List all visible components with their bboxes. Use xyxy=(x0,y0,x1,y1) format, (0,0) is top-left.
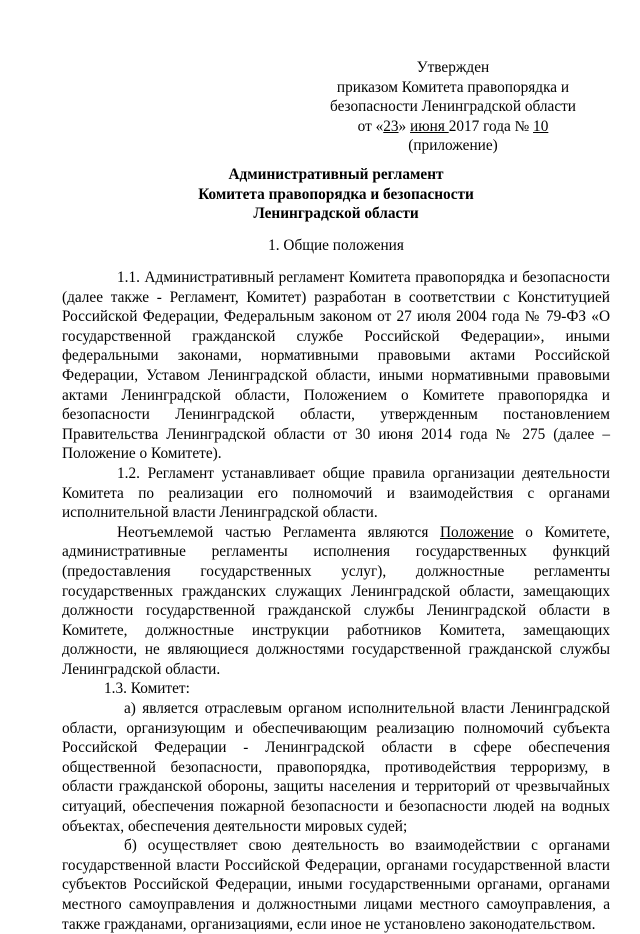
paragraph-1-2: 1.2. Регламент устанавливает общие правила организации деятельности Комитета по реализации его полномочий и взаимодействия с органами исполнительной власти Ленинградской области. xyxy=(62,464,610,522)
paragraph-1-3: 1.3. Комитет: xyxy=(104,680,190,698)
approval-line-3: безопасности Ленинградской области xyxy=(330,98,576,116)
paragraph-integral-part xyxy=(62,523,610,680)
paragraph-b: б) осуществляет свою деятельность во взаимодействии с органами государственной власти Российской Федерации, органами государственной власти субъектов Российской Федерации, иными государственными органами, органами местного самоуправления и должностными лицами местного самоуправления, а также гражданами, организациями, если иное не установлено законодательством. xyxy=(62,837,610,933)
section-heading: 1. Общие положения xyxy=(268,237,404,254)
p3-before: Неотъемлемой частью Регламента являются xyxy=(117,523,440,541)
document-title xyxy=(62,165,610,224)
title-line-3: Ленинградской области xyxy=(253,205,419,223)
p3-after: о Комитете, административные регламенты исполнения государственных функций (предоставления государственных услуг), должностные регламенты государственных гражданских служащих Ленинградской области, замещающих должности государственной гражданской службы Ленинградской области в Комитете, должностные инструкции работников Комитета, замещающих должности, не являющиеся должностями государственной гражданской службы Ленинградской области. xyxy=(62,523,610,678)
polozhenie-link[interactable]: Положение xyxy=(440,523,514,541)
approval-line-1: Утвержден xyxy=(416,59,490,76)
date-day: 23 xyxy=(383,117,399,135)
approval-date-line xyxy=(328,117,578,137)
date-mid: » xyxy=(398,117,411,135)
approval-stamp xyxy=(328,58,578,156)
approval-line-5: (приложение) xyxy=(408,137,498,155)
date-prefix: от « xyxy=(357,117,384,135)
title-line-2: Комитета правопорядка и безопасности xyxy=(198,185,474,203)
paragraph-a: а) является отраслевым органом исполнительной власти Ленинградской области, организующим и обеспечивающим реализацию полномочий субъекта Российской Федерации - Ленинградской области в сфере обеспечения общественной безопасности, правопорядка, противодействия терроризму, в области гражданской обороны, защиты населения и территорий от чрезвычайных ситуаций, обеспечения пожарной безопасности и безопасности людей на водных объектах, обеспечения деятельности мировых судей; xyxy=(62,700,610,835)
document-body xyxy=(62,268,610,934)
date-month: июня xyxy=(410,117,449,135)
order-number: 10 xyxy=(533,117,549,135)
date-year: 2017 года № xyxy=(448,117,534,135)
paragraph-1-1: 1.1. Административный регламент Комитета правопорядка и безопасности (далее также - Регламент, Комитет) разработан в соответствии с Конституцией Российской Федерации, Федеральным законом от 27 июля 2004 года № 79-ФЗ «О государственной гражданской службе Российской Федерации», иными федеральными законами, нормативными правовыми актами Российской Федерации, Уставом Ленинградской области, иными нормативными правовыми актами Ленинградской области, Положением о Комитете правопорядка и безопасности Ленинградской области, утвержденным постановлением Правительства Ленинградской области от 30 июня 2014 года № 275 (далее – Положение о Комитете). xyxy=(62,269,610,463)
approval-line-2: приказом Комитета правопорядка и xyxy=(336,78,570,96)
title-line-1: Административный регламент xyxy=(228,166,444,183)
